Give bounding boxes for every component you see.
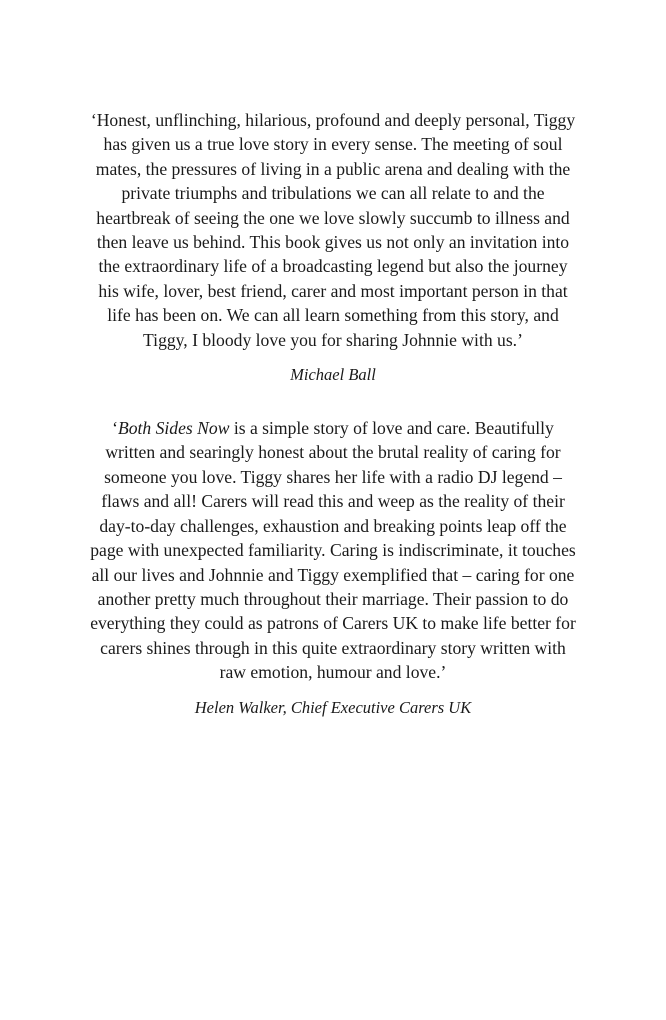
quote-body: is a simple story of love and care. Beautifully written and searingly honest about the brutal reality of caring for someone you love. Tiggy shares her life with a radio DJ legend – flaws and all! Carers will read this and weep as the reality of their day-to-day challenges, exhaustion and breaking points leap off the page with unexpected familiarity. Caring is indiscriminate, it touches all our lives and Johnnie and Tiggy exemplified that – caring for one another pretty much throughout their marriage. Their passion to do everything they could as patrons of Carers UK to make life better for carers shines through in this quite extraordinary story written with raw emotion, humour and love.’ [90, 418, 576, 683]
endorsement-michael-ball [88, 108, 578, 386]
book-title: Both Sides Now [118, 418, 230, 439]
endorsement-helen-walker [88, 416, 578, 718]
endorsement-attribution: Helen Walker, Chief Executive Carers UK [194, 697, 472, 717]
endorsement-quote [88, 416, 578, 684]
quote-open-mark: ‘ [112, 418, 118, 439]
endorsement-quote: ‘Honest, unflinching, hilarious, profound and deeply personal, Tiggy has given us a true love story in every sense. The meeting of soul mates, the pressures of living in a public arena and dealing with the private triumphs and tribulations we can all relate to and the heartbreak of seeing the one we love slowly succumb to illness and then leave us behind. This book gives us not only an invitation into the extraordinary life of a broadcasting legend but also the journey his wife, lover, best friend, carer and most important person in that life has been on. We can all learn something from this story, and Tiggy, I bloody love you for sharing Johnnie with us.’ [90, 110, 576, 350]
endorsement-attribution: Michael Ball [290, 365, 376, 385]
endorsements-page [88, 108, 578, 719]
